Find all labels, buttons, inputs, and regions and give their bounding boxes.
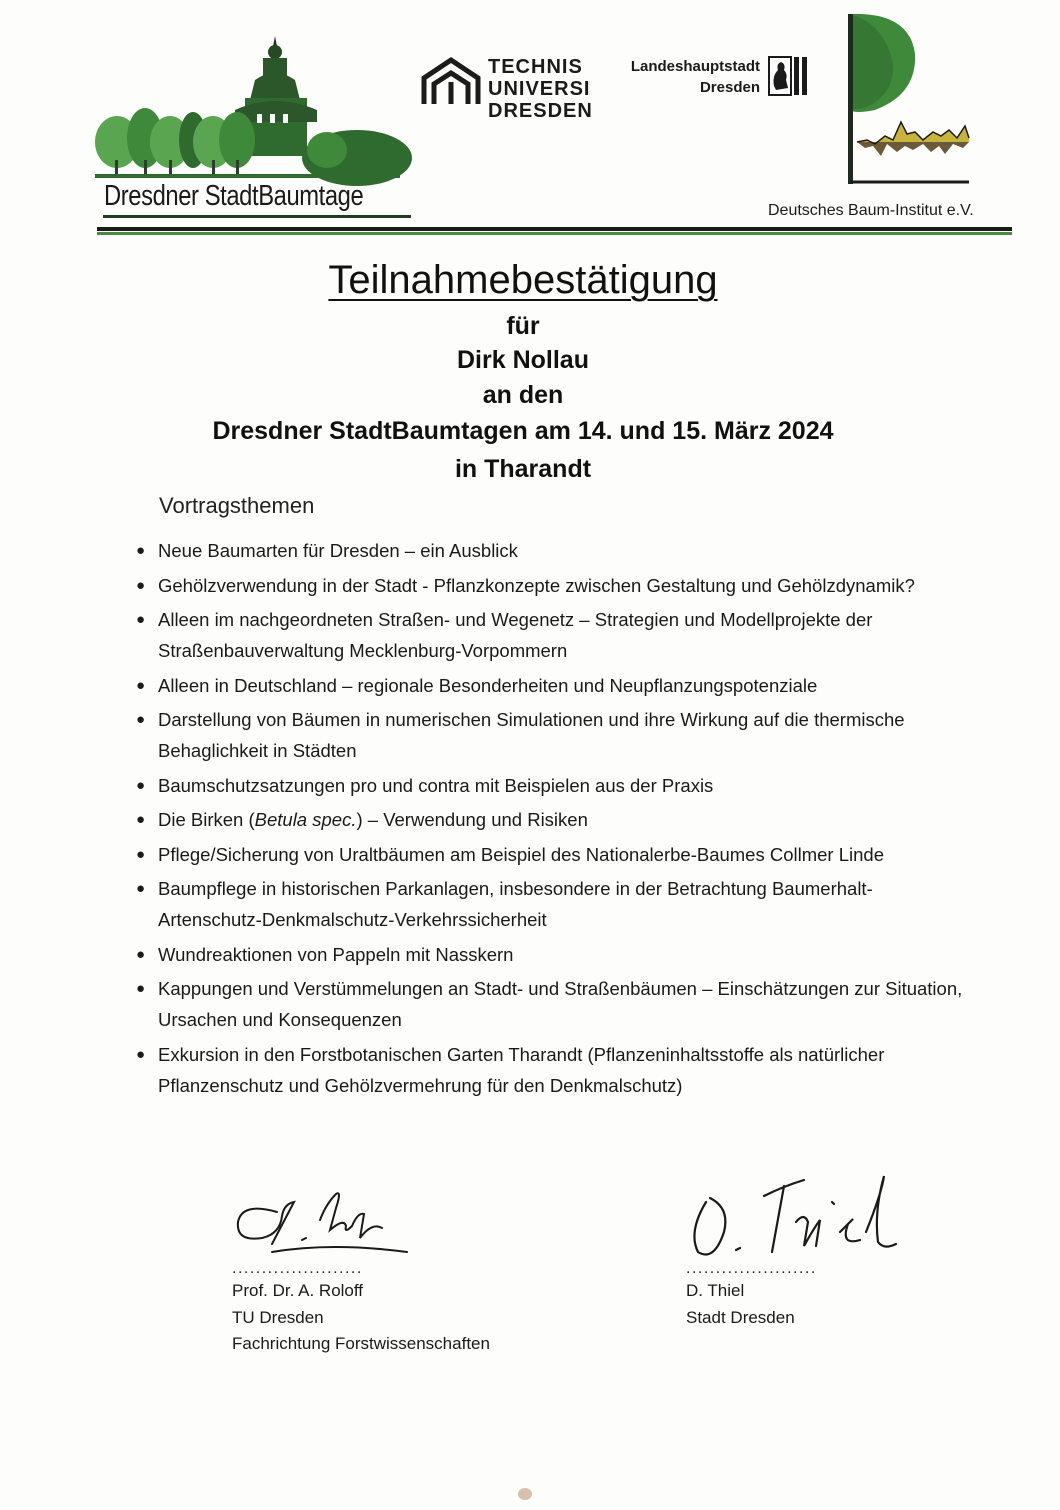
bullet-icon: ● bbox=[136, 1045, 146, 1063]
bullet-icon: ● bbox=[136, 880, 146, 897]
city-logo-text bbox=[631, 56, 760, 98]
tu-logo-line-3: DRESDEN bbox=[488, 100, 593, 122]
bullet-icon: ● bbox=[136, 980, 146, 997]
signature-line-left: ...................... bbox=[232, 1260, 363, 1277]
signature-roloff bbox=[232, 1182, 412, 1262]
signatory-right bbox=[686, 1278, 795, 1331]
tu-logo-line-2: UNIVERSI bbox=[488, 78, 591, 100]
list-item: ● Kappungen und Verstümmelungen an Stadt- und Straßenbäumen – Einschätzungen zur Situation, Ursachen und Konsequenzen bbox=[133, 973, 963, 1035]
signatory-left-dept: Fachrichtung Forstwissenschaften bbox=[232, 1334, 490, 1353]
list-item: ● Pflege/Sicherung von Uraltbäumen am Beispiel des Nationalerbe-Baumes Collmer Linde bbox=[133, 839, 963, 870]
signature-line-right: ...................... bbox=[686, 1260, 817, 1277]
signatory-left-name: Prof. Dr. A. Roloff bbox=[232, 1281, 364, 1300]
list-item: ● Gehölzverwendung in der Stadt - Pflanzkonzepte zwischen Gestaltung und Gehölzdynamik? bbox=[133, 570, 963, 601]
baum-institut-logo bbox=[845, 14, 975, 186]
tu-logo-line-1: TECHNIS bbox=[488, 56, 583, 78]
location-line: in Tharandt bbox=[454, 455, 592, 483]
list-item: ● Baumschutzsatzungen pro und contra mit Beispielen aus der Praxis bbox=[133, 770, 963, 801]
bullet-icon: ● bbox=[136, 676, 146, 694]
bullet-icon: ● bbox=[136, 711, 146, 728]
tu-building-icon bbox=[420, 56, 482, 106]
city-crest-icon bbox=[768, 56, 810, 98]
institute-caption: Deutsches Baum-Institut e.V. bbox=[768, 202, 974, 219]
bullet-icon: ● bbox=[136, 845, 146, 863]
bullet-icon: ● bbox=[136, 776, 146, 794]
list-item: ● Alleen in Deutschland – regionale Besonderheiten und Neupflanzungspotenziale bbox=[133, 670, 963, 701]
bullet-icon: ● bbox=[136, 945, 146, 963]
city-line-1: Landeshauptstadt bbox=[630, 58, 760, 75]
header-divider bbox=[97, 227, 1012, 236]
certificate-title bbox=[0, 258, 1046, 303]
topics-heading: Vortragsthemen bbox=[159, 493, 315, 518]
list-item: ● Darstellung von Bäumen in numerischen Simulationen und ihre Wirkung auf die thermische Behaglichkeit in Städten bbox=[133, 704, 963, 766]
tu-dresden-logo bbox=[420, 56, 593, 122]
line-at: an den bbox=[482, 381, 564, 409]
list-item: ● Alleen im nachgeordneten Straßen- und Wegenetz – Strategien und Modellprojekte der Straßenbauverwaltung Mecklenburg-Vorpommern bbox=[133, 604, 963, 666]
participant-name: Dirk Nollau bbox=[457, 346, 589, 374]
bullet-icon: ● bbox=[136, 811, 146, 828]
signatory-left-org: TU Dresden bbox=[232, 1307, 324, 1327]
signatory-left bbox=[232, 1278, 490, 1358]
event-line: Dresdner StadtBaumtagen am 14. und 15. März 2024 bbox=[212, 417, 834, 445]
tree-ring-chart-icon bbox=[845, 14, 975, 186]
paper-smudge bbox=[518, 1488, 532, 1500]
city-line-2: Dresden bbox=[699, 79, 760, 96]
list-item: ● Neue Baumarten für Dresden – ein Ausblick bbox=[133, 535, 963, 566]
list-item: ● Baumpflege in historischen Parkanlagen, insbesondere in der Betrachtung Baumerhalt-Artenschutz-Denkmalschutz-Verkehrssicherheit bbox=[133, 873, 963, 935]
list-item: ● Die Birken (Betula spec.) – Verwendung und Risiken bbox=[133, 804, 963, 835]
certificate-title-text: Teilnahmebestätigung bbox=[328, 258, 718, 302]
bullet-icon: ● bbox=[136, 542, 146, 559]
bullet-icon: ● bbox=[136, 611, 146, 628]
signature-thiel bbox=[684, 1172, 899, 1262]
event-logo-caption: Dresdner StadtBaumtage bbox=[104, 180, 364, 212]
list-item: ● Wundreaktionen von Pappeln mit Nasskern bbox=[133, 939, 963, 970]
species-name: Betula spec. bbox=[254, 809, 357, 830]
line-for: für bbox=[506, 312, 540, 340]
signatory-right-name: D. Thiel bbox=[686, 1281, 745, 1300]
list-item: ● Exkursion in den Forstbotanischen Garten Tharandt (Pflanzeninhaltsstoffe als natürlicher Pflanzenschutz und Gehölzvermehrung für den Denkmalschutz) bbox=[133, 1039, 963, 1101]
topics-list bbox=[133, 535, 963, 1104]
signatory-right-org: Stadt Dresden bbox=[686, 1307, 795, 1327]
bullet-icon: ● bbox=[136, 576, 146, 594]
